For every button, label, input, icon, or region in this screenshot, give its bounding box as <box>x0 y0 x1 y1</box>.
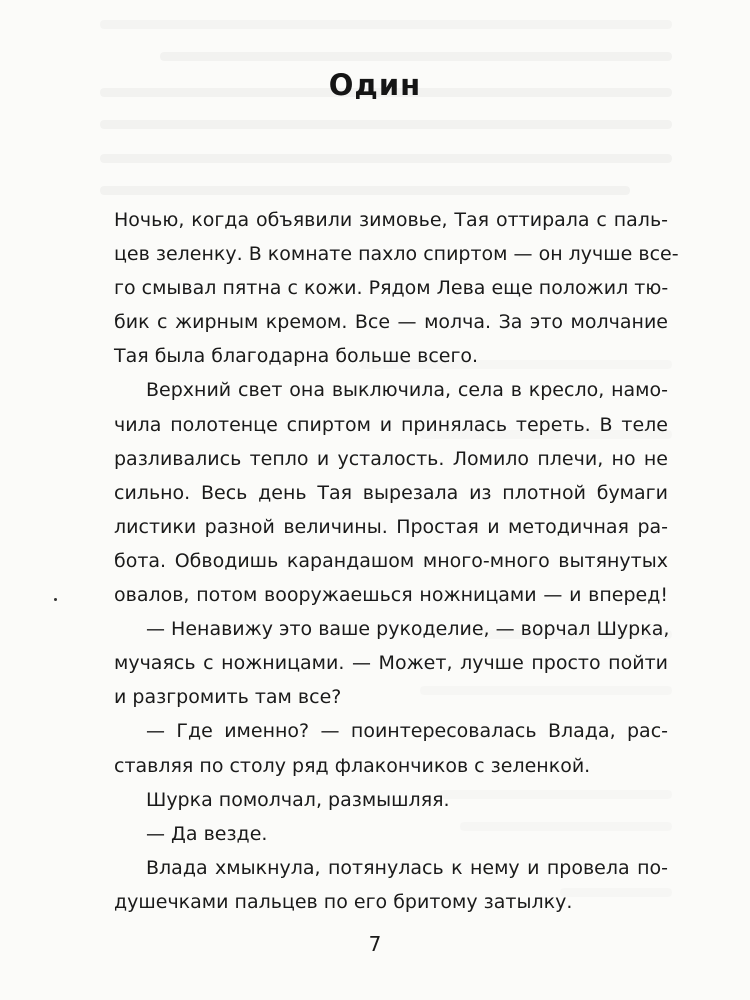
text-line: го смывал пятна с кожи. Рядом Лева еще положил тю- <box>114 277 669 300</box>
text-line: — Да везде. <box>146 822 268 845</box>
text-line: чила полотенце спиртом и принялась тереть. В теле <box>114 413 668 436</box>
text-line: Верхний свет она выключила, села в кресло, намо- <box>146 379 668 402</box>
text-line: Влада хмыкнула, потянулась к нему и провела по- <box>146 856 668 879</box>
text-line: листики разной величины. Простая и методичная ра- <box>114 515 668 538</box>
text-line: разливались тепло и усталость. Ломило плечи, но не <box>114 447 668 470</box>
text-line: душечками пальцев по его бритому затылку. <box>114 890 573 913</box>
text-line: бота. Обводишь карандашом много-много вытянутых <box>114 549 668 572</box>
body-text <box>114 203 679 919</box>
text-line: Ночью, когда объявили зимовье, Тая оттирала с паль- <box>114 209 668 231</box>
text-line: Шурка помолчал, размышляя. <box>146 788 450 811</box>
text-line: — Ненавижу это ваше рукоделие, — ворчал Шурка, <box>146 618 670 641</box>
text-line: Тая была благодарна больше всего. <box>114 345 479 368</box>
text-line: бик с жирным кремом. Все — молча. За это молчание <box>114 311 668 334</box>
text-line: ставляя по столу ряд флакончиков с зеленкой. <box>114 754 591 777</box>
text-line: цев зеленку. В комнате пахло спиртом — он лучше все- <box>114 243 679 266</box>
text-line: сильно. Весь день Тая вырезала из плотной бумаги <box>114 481 668 504</box>
text-line: — Где именно? — поинтересовалась Влада, рас- <box>146 720 668 743</box>
chapter-title: Один <box>328 68 422 102</box>
text-line: мучаясь с ножницами. — Может, лучше просто пойти <box>114 652 668 675</box>
text-line: и разгромить там все? <box>114 686 342 709</box>
paper-speck <box>54 598 57 601</box>
text-line: овалов, потом вооружаешься ножницами — и вперед! <box>114 584 668 607</box>
page-number: 7 <box>368 932 382 956</box>
